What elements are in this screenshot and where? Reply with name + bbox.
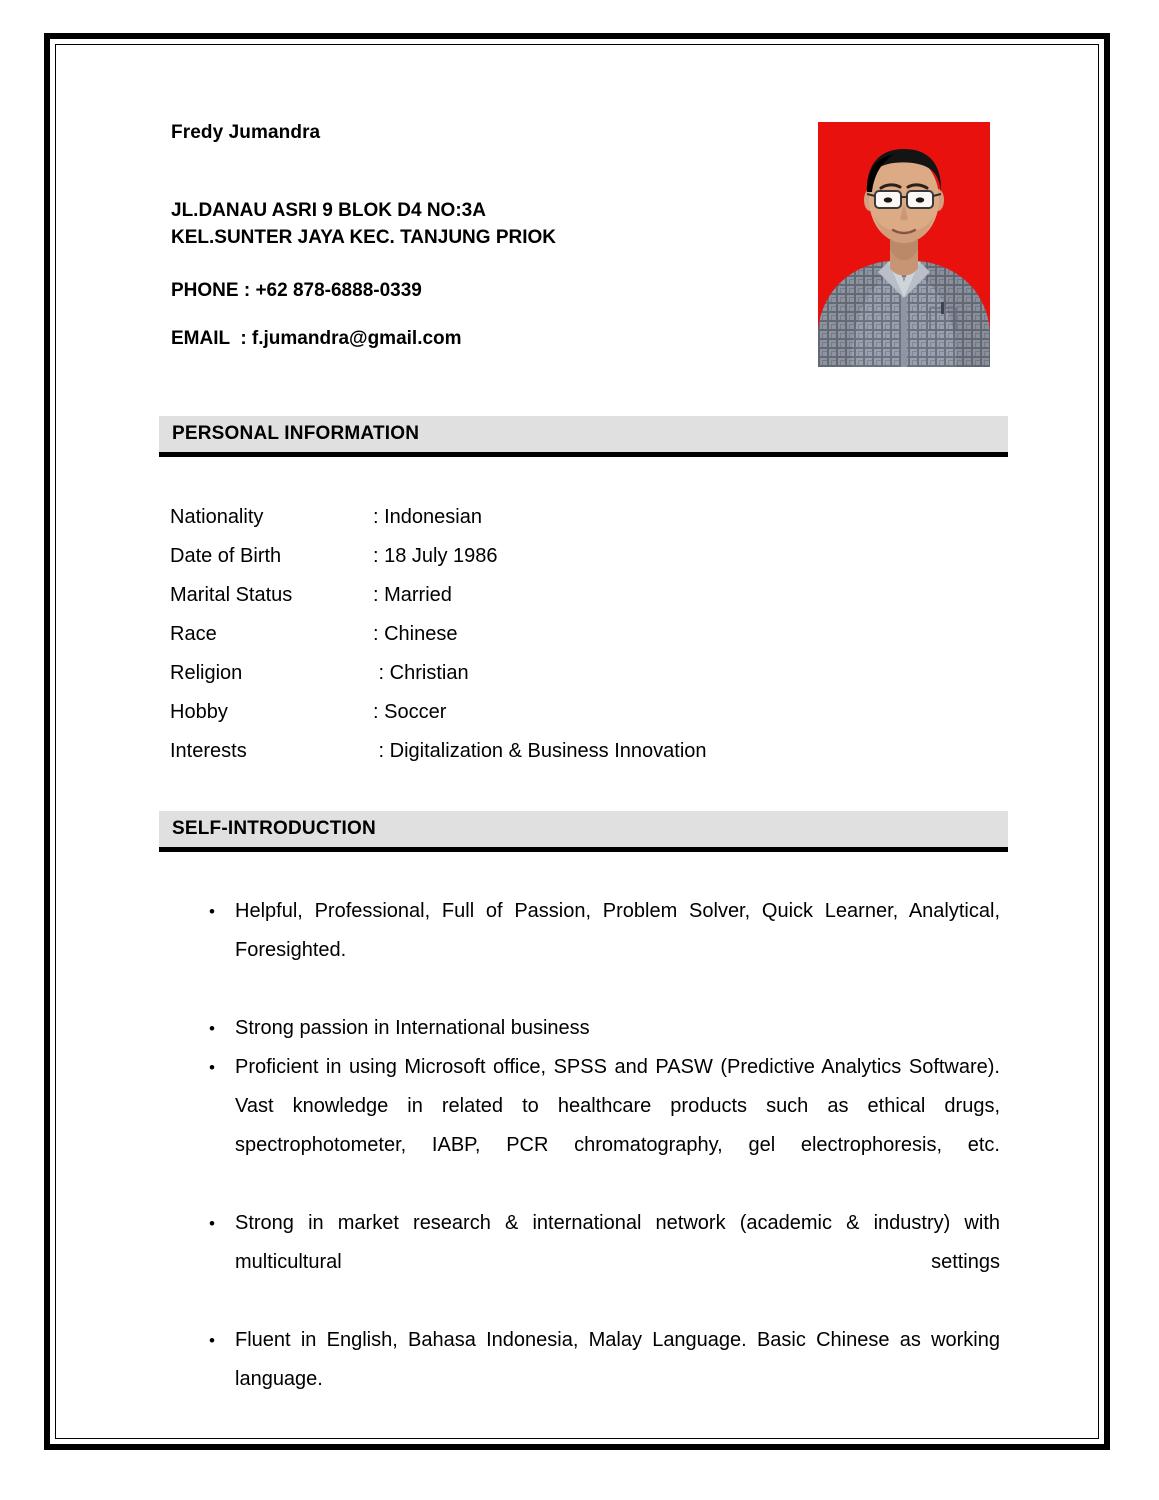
personal-label: Religion <box>170 662 243 684</box>
personal-label: Marital Status <box>170 584 293 606</box>
personal-label: Race <box>170 623 217 645</box>
personal-value: : Soccer <box>373 701 447 723</box>
photo-graphic <box>818 122 990 367</box>
table-row <box>170 537 990 576</box>
self-introduction-bullet-list <box>235 892 1000 1438</box>
candidate-photo <box>818 122 990 367</box>
list-item <box>235 1204 1000 1321</box>
list-item <box>235 1321 1000 1438</box>
table-row <box>170 693 990 732</box>
table-row <box>170 732 990 771</box>
bullet-text: Fluent in English, Bahasa Indonesia, Malay Language. Basic Chinese as working language. <box>235 1329 1000 1390</box>
bullet-text: Proficient in using Microsoft office, SPSS and PASW (Predictive Analytics Software). Vast knowledge in related to healthcare products such as ethical drugs, spectrophotometer, IABP, PCR chromatography, gel electrophoresis, etc. <box>235 1056 1000 1156</box>
address-line-1: JL.DANAU ASRI 9 BLOK D4 NO:3A <box>171 199 486 221</box>
section-title-self-introduction: SELF-INTRODUCTION <box>172 818 376 839</box>
list-item <box>235 892 1000 1009</box>
list-item <box>235 1048 1000 1204</box>
section-header-self-introduction <box>159 811 1008 852</box>
personal-value: : Chinese <box>373 623 458 645</box>
personal-value: : 18 July 1986 <box>373 545 498 567</box>
table-row <box>170 615 990 654</box>
address-line-2: KEL.SUNTER JAYA KEC. TANJUNG PRIOK <box>171 227 556 249</box>
personal-value: : Indonesian <box>373 506 482 528</box>
personal-label: Date of Birth <box>170 545 282 567</box>
personal-value: : Digitalization & Business Innovation <box>373 740 707 762</box>
bullet-text: Strong in market research & international network (academic & industry) with multicultural settings <box>235 1212 1000 1273</box>
table-row <box>170 576 990 615</box>
candidate-name: Fredy Jumandra <box>171 122 321 143</box>
table-row <box>170 498 990 537</box>
personal-label: Nationality <box>170 506 264 528</box>
list-item <box>235 1009 1000 1048</box>
phone-line: PHONE : +62 878-6888-0339 <box>171 279 422 301</box>
section-title-personal-information: PERSONAL INFORMATION <box>172 423 420 444</box>
personal-information-table <box>170 498 990 771</box>
personal-label: Hobby <box>170 701 228 723</box>
bullet-text: Strong passion in International business <box>235 1017 590 1039</box>
bullet-text: Helpful, Professional, Full of Passion, Problem Solver, Quick Learner, Analytical, Foresighted. <box>235 900 1000 961</box>
header-contact-block <box>171 122 791 350</box>
personal-label: Interests <box>170 740 247 762</box>
personal-value: : Christian <box>373 662 469 684</box>
personal-value: : Married <box>373 584 452 606</box>
section-header-personal-information <box>159 416 1008 457</box>
table-row <box>170 654 990 693</box>
email-line: EMAIL : f.jumandra@gmail.com <box>171 327 462 349</box>
